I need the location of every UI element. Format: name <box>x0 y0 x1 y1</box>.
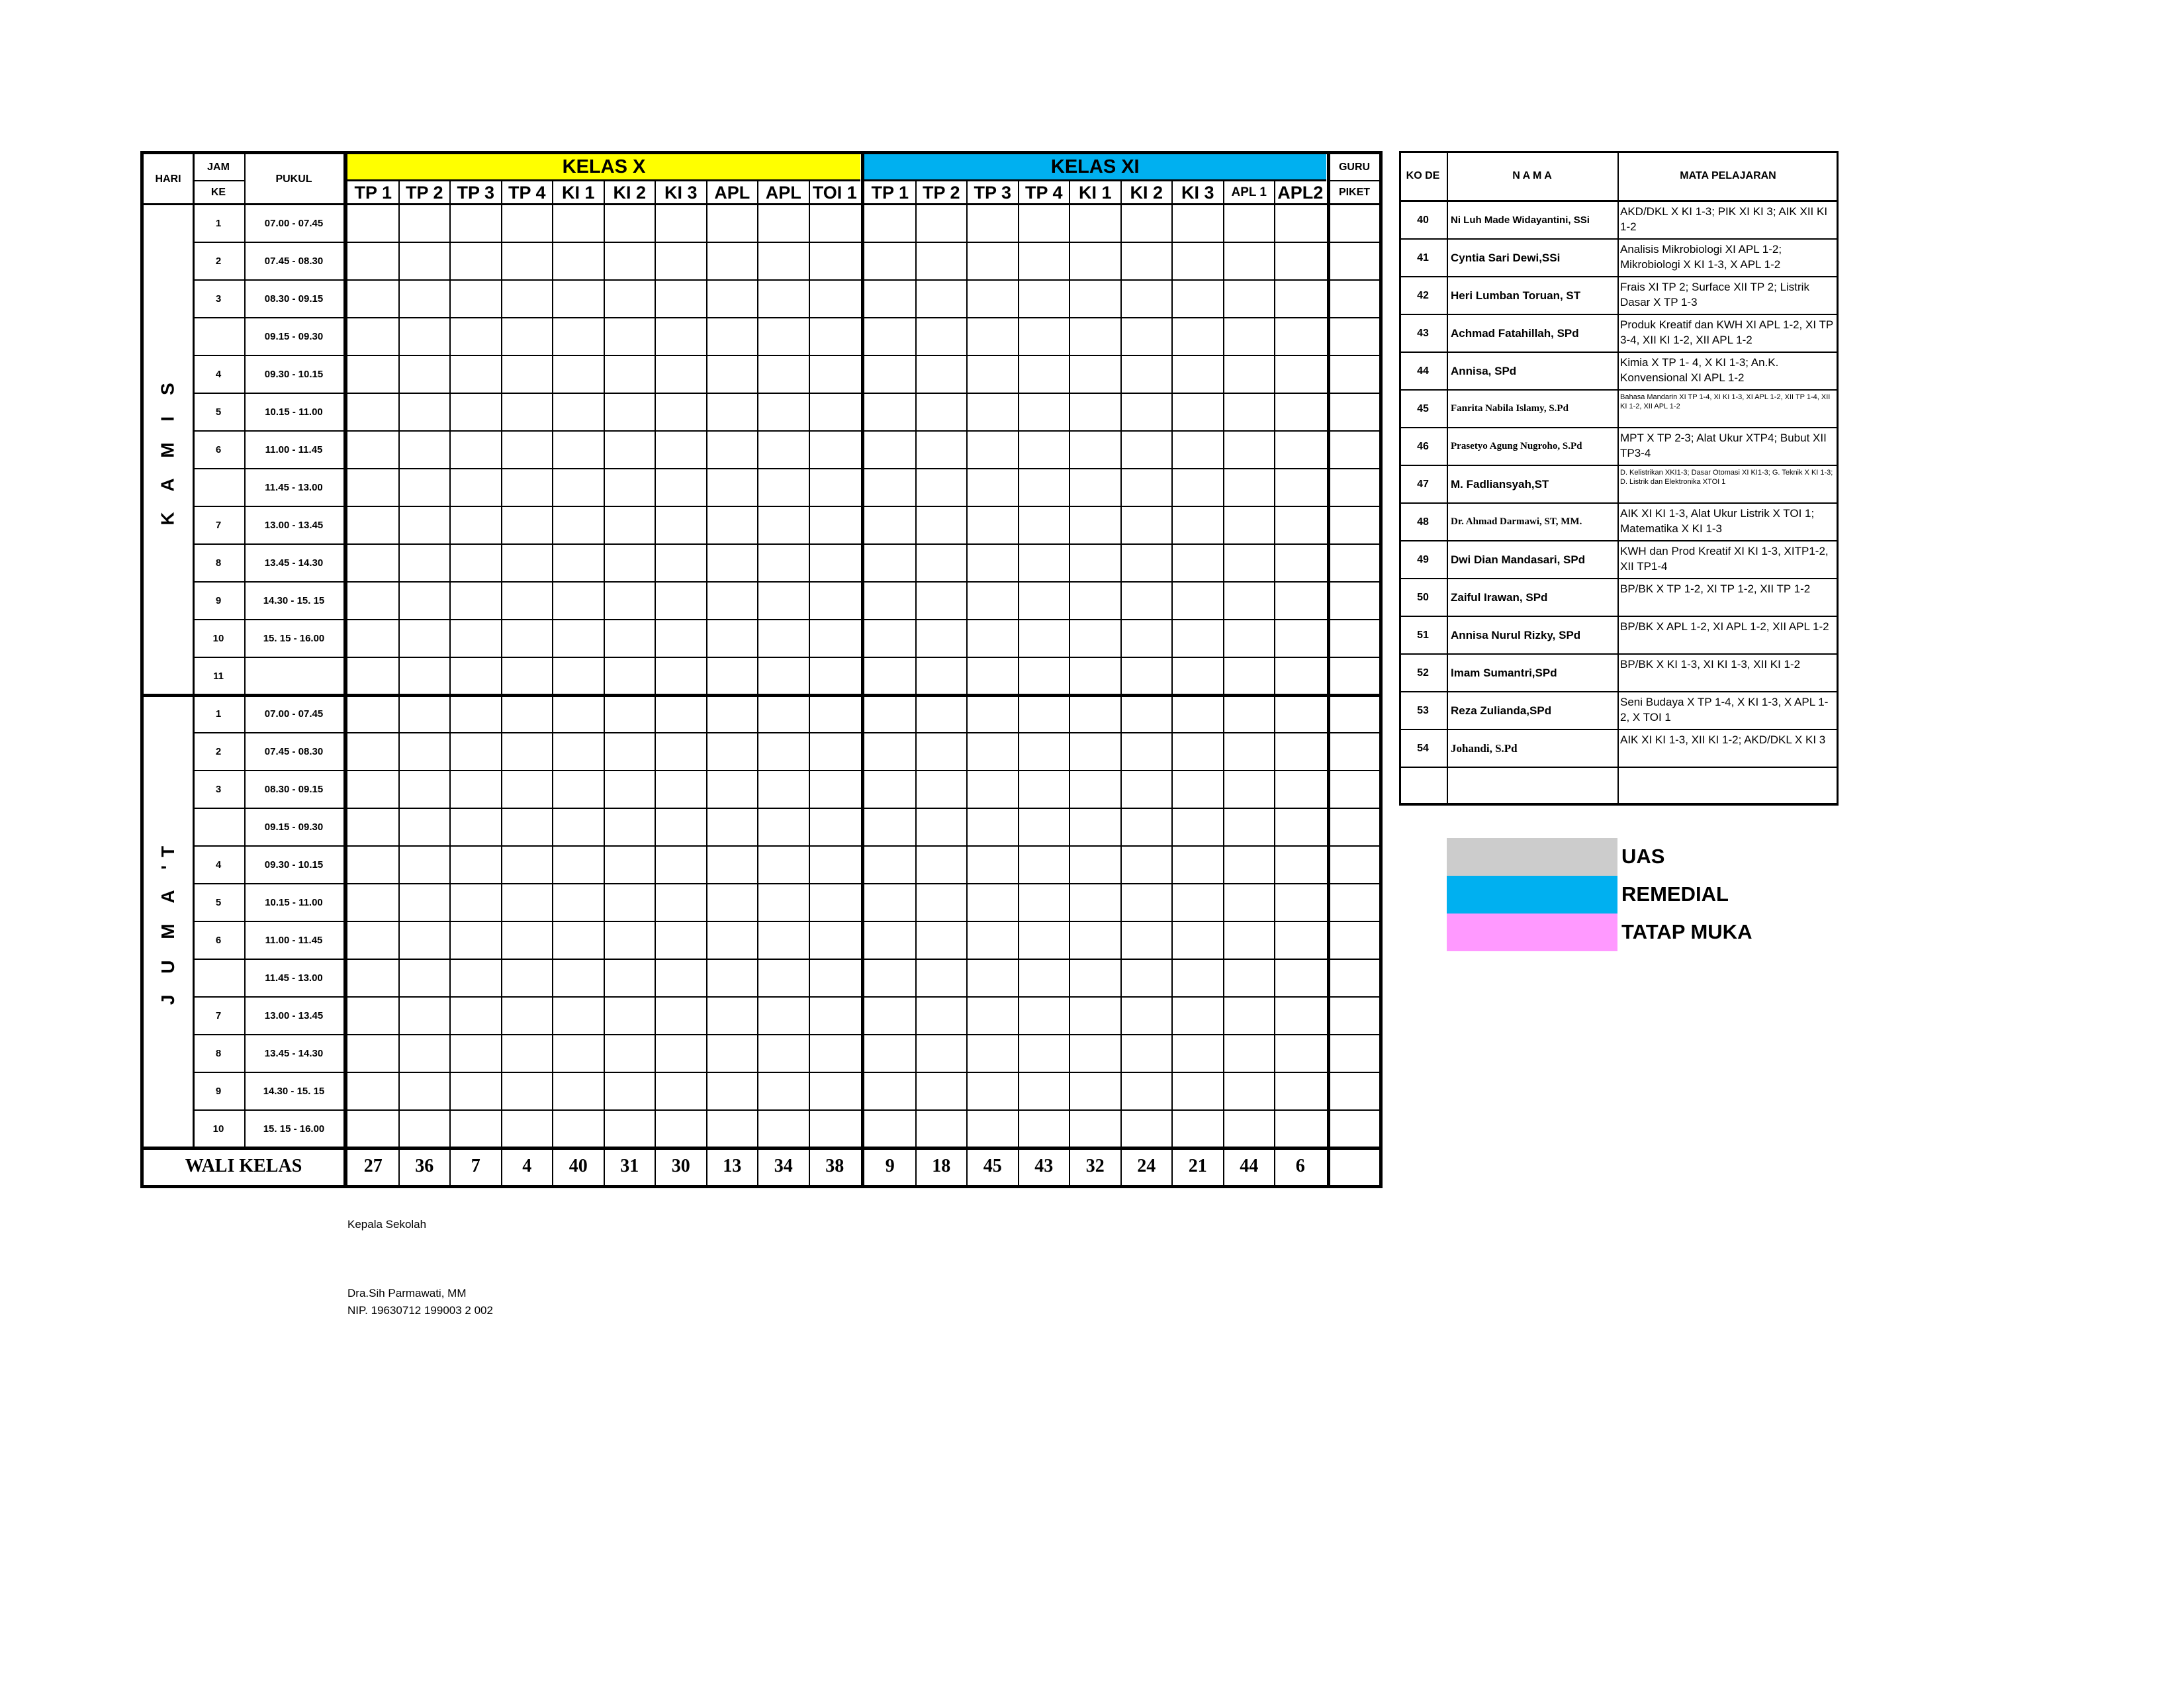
grid-line <box>1018 181 1019 1185</box>
grid-line <box>193 1072 1379 1073</box>
class-header: APL2 <box>1277 182 1324 203</box>
class-header: TP 1 <box>871 182 909 203</box>
pukul: 07.00 - 07.45 <box>264 218 324 229</box>
signature-nip: NIP. 19630712 199003 2 002 <box>347 1304 493 1317</box>
jam-ke: 7 <box>215 520 222 531</box>
grid-line <box>1330 180 1379 181</box>
class-header: KI 1 <box>1078 182 1112 203</box>
wali-kelas-value: 30 <box>671 1156 690 1176</box>
teacher-code: 43 <box>1417 327 1429 339</box>
jam-ke: 3 <box>215 293 222 305</box>
grid-line <box>193 393 1379 394</box>
day-name: K A M I S <box>158 374 179 526</box>
pukul: 08.30 - 09.15 <box>264 784 324 795</box>
teacher-code: 48 <box>1417 516 1429 528</box>
header-piket: PIKET <box>1338 187 1371 198</box>
teacher-code: 51 <box>1417 629 1429 641</box>
jam-ke: 3 <box>215 784 222 795</box>
teacher-subject: Bahasa Mandarin XI TP 1-4, XI KI 1-3, XI APL 1-2, XII TP 1-4, XII KI 1-2, XII APL 1-2 <box>1620 393 1831 410</box>
grid-line <box>193 317 1379 318</box>
header-pukul: PUKUL <box>275 173 312 185</box>
teacher-name: Annisa Nurul Rizky, SPd <box>1451 629 1581 641</box>
jam-ke: 2 <box>215 746 222 757</box>
grid-line <box>193 770 1379 771</box>
grid-line <box>193 468 1379 469</box>
teacher-subject: BP/BK X KI 1-3, XI KI 1-3, XII KI 1-2 <box>1620 658 1801 671</box>
grid-line <box>193 279 1379 281</box>
pukul: 13.45 - 14.30 <box>264 557 324 569</box>
grid-line <box>1399 804 1839 806</box>
jam-ke: 2 <box>215 256 222 267</box>
wali-kelas-value: 4 <box>522 1156 532 1176</box>
jam-ke: 7 <box>215 1010 222 1021</box>
wali-kelas-value: 7 <box>471 1156 480 1176</box>
class-header: APL <box>765 182 801 203</box>
wali-kelas-value: 21 <box>1188 1156 1207 1176</box>
grid-line <box>193 355 1379 356</box>
grid-line <box>398 181 400 1185</box>
kelas-x-header: KELAS X <box>347 154 860 179</box>
grid-line <box>1617 151 1619 805</box>
wali-kelas-value: 43 <box>1034 1156 1054 1176</box>
grid-line <box>193 732 1379 733</box>
pukul: 13.00 - 13.45 <box>264 520 324 531</box>
pukul: 07.45 - 08.30 <box>264 746 324 757</box>
grid-line <box>193 921 1379 922</box>
wali-kelas-value: 38 <box>825 1156 844 1176</box>
grid-line <box>193 808 1379 809</box>
wali-kelas-value: 24 <box>1137 1156 1156 1176</box>
teacher-name: Johandi, S.Pd <box>1451 742 1518 755</box>
pukul: 10.15 - 11.00 <box>265 897 323 908</box>
class-header: KI 2 <box>613 182 647 203</box>
grid-line <box>809 181 810 1185</box>
teacher-code: 42 <box>1417 289 1429 301</box>
grid-line <box>193 242 1379 243</box>
pukul: 09.30 - 10.15 <box>264 859 324 870</box>
class-header: TP 4 <box>508 182 546 203</box>
wali-kelas-value: 32 <box>1085 1156 1105 1176</box>
grid-line <box>193 154 195 1148</box>
wali-kelas-value: 31 <box>620 1156 639 1176</box>
grid-line <box>1447 151 1448 805</box>
pukul: 08.30 - 09.15 <box>264 293 324 305</box>
pukul: 13.00 - 13.45 <box>264 1010 324 1021</box>
teacher-name: Cyntia Sari Dewi,SSi <box>1451 252 1561 264</box>
legend-label: REMEDIAL <box>1621 882 1729 906</box>
jam-ke: 11 <box>213 671 224 682</box>
wali-kelas-value: 18 <box>932 1156 951 1176</box>
jam-ke: 5 <box>215 897 222 908</box>
teacher-subject: MPT X TP 2-3; Alat Ukur XTP4; Bubut XII TP3-4 <box>1620 432 1827 459</box>
grid-line <box>193 430 1379 432</box>
teacher-subject: AIK XI KI 1-3, Alat Ukur Listrik X TOI 1; Matematika X KI 1-3 <box>1620 507 1815 535</box>
teacher-code <box>1399 767 1447 805</box>
grid-line <box>706 181 707 1185</box>
teacher-subject: BP/BK X APL 1-2, XI APL 1-2, XII APL 1-2 <box>1620 620 1829 633</box>
legend-label: UAS <box>1621 845 1665 868</box>
grid-line <box>193 1034 1379 1035</box>
header-mapel: MATA PELAJARAN <box>1680 170 1776 181</box>
wali-kelas-value: 36 <box>415 1156 434 1176</box>
teacher-code: 54 <box>1417 742 1429 754</box>
class-header: TP 3 <box>457 182 495 203</box>
schedule-table <box>140 151 1383 1188</box>
grid-line <box>193 996 1379 998</box>
day-name: J U M A 'T <box>158 837 179 1006</box>
grid-line <box>1327 154 1330 1185</box>
signature-title: Kepala Sekolah <box>347 1218 427 1231</box>
pukul: 11.00 - 11.45 <box>265 444 323 455</box>
teacher-code: 49 <box>1417 553 1429 565</box>
teacher-subject: BP/BK X TP 1-2, XI TP 1-2, XII TP 1-2 <box>1620 583 1811 595</box>
kelas-xi-header: KELAS XI <box>864 154 1326 179</box>
day-label <box>144 205 193 695</box>
grid-line <box>604 181 605 1185</box>
jam-ke: 10 <box>212 1123 224 1135</box>
grid-line <box>193 657 1379 658</box>
pukul: 07.00 - 07.45 <box>264 708 324 720</box>
teacher-name <box>1447 767 1617 805</box>
grid-line <box>655 181 656 1185</box>
pukul: 07.45 - 08.30 <box>264 256 324 267</box>
grid-line <box>861 154 864 1185</box>
teacher-subject: D. Kelistrikan XKI1-3; Dasar Otomasi XI KI1-3; G. Teknik X KI 1-3; D. Listrik dan Elektronika XTOI 1 <box>1620 469 1833 486</box>
grid-line <box>193 1109 1379 1111</box>
teacher-code: 44 <box>1417 365 1429 377</box>
class-header: KI 1 <box>561 182 595 203</box>
wali-kelas-value: 9 <box>885 1156 895 1176</box>
teacher-subject: AIK XI KI 1-3, XII KI 1-2; AKD/DKL X KI 3 <box>1620 733 1826 746</box>
jam-ke <box>193 959 244 997</box>
pukul: 11.45 - 13.00 <box>265 972 323 984</box>
pukul <box>244 657 343 695</box>
signature-name: Dra.Sih Parmawati, MM <box>347 1287 467 1299</box>
grid-line <box>144 203 1379 205</box>
grid-line <box>193 959 1379 960</box>
teacher-code: 46 <box>1417 440 1429 452</box>
grid-line <box>1171 181 1173 1185</box>
class-header: TP 3 <box>974 182 1012 203</box>
wali-kelas-value: 6 <box>1295 1156 1305 1176</box>
jam-ke: 8 <box>215 1048 222 1059</box>
pukul: 09.15 - 09.30 <box>264 331 324 342</box>
legend-swatch <box>1447 838 1617 876</box>
wali-kelas-value: 27 <box>363 1156 383 1176</box>
wali-kelas-value: 45 <box>983 1156 1002 1176</box>
teacher-name: Zaiful Irawan, SPd <box>1451 591 1548 604</box>
grid-line <box>966 181 968 1185</box>
class-header: KI 3 <box>1181 182 1214 203</box>
teacher-subject: Produk Kreatif dan KWH XI APL 1-2, XI TP 3-4, XII KI 1-2, XII APL 1-2 <box>1620 318 1833 346</box>
class-header: KI 2 <box>1130 182 1163 203</box>
grid-line <box>864 179 1326 181</box>
pukul: 14.30 - 15. 15 <box>263 595 325 606</box>
grid-line <box>193 581 1379 583</box>
teacher-subject: Frais XI TP 2; Surface XII TP 2; Listrik Dasar X TP 1-3 <box>1620 281 1809 308</box>
grid-line <box>193 619 1379 620</box>
grid-line <box>1120 181 1122 1185</box>
pukul: 10.15 - 11.00 <box>265 406 323 418</box>
class-header: APL <box>714 182 751 203</box>
jam-ke: 6 <box>215 935 222 946</box>
grid-line <box>193 506 1379 507</box>
wali-kelas-value: 40 <box>569 1156 588 1176</box>
class-header: TP 4 <box>1024 182 1063 203</box>
pukul: 09.15 - 09.30 <box>264 821 324 833</box>
jam-ke: 5 <box>215 406 222 418</box>
header-guru: GURU <box>1338 162 1371 173</box>
teacher-name: Achmad Fatahillah, SPd <box>1451 327 1579 340</box>
teacher-name: Prasetyo Agung Nugroho, S.Pd <box>1451 441 1582 451</box>
teacher-name: Ni Luh Made Widayantini, SSi <box>1451 214 1590 226</box>
grid-line <box>244 154 246 1148</box>
jam-ke: 6 <box>215 444 222 455</box>
header-kode: KO DE <box>1406 170 1440 181</box>
class-header: TOI 1 <box>812 182 857 203</box>
grid-line <box>193 883 1379 884</box>
jam-ke <box>193 318 244 355</box>
teacher-code: 45 <box>1417 402 1429 414</box>
teacher-subject <box>1617 767 1839 805</box>
wali-kelas-value: 13 <box>723 1156 742 1176</box>
legend-label: TATAP MUKA <box>1621 920 1752 943</box>
legend-swatch <box>1447 914 1617 951</box>
pukul: 09.30 - 10.15 <box>264 369 324 380</box>
header-ke: KE <box>210 187 226 198</box>
grid-line <box>193 180 244 181</box>
header-jam: JAM <box>207 162 230 173</box>
grid-line <box>1274 181 1275 1185</box>
pukul: 13.45 - 14.30 <box>264 1048 324 1059</box>
teacher-subject: AKD/DKL X KI 1-3; PIK XI KI 3; AIK XII KI 1-2 <box>1620 205 1828 233</box>
grid-line <box>552 181 553 1185</box>
teacher-table <box>1399 151 1839 805</box>
wali-kelas-label: WALI KELAS <box>185 1156 302 1176</box>
grid-line <box>193 543 1379 545</box>
teacher-subject: Analisis Mikrobiologi XI APL 1-2; Mikrobiologi X KI 1-3, X APL 1-2 <box>1620 243 1782 271</box>
grid-line <box>1069 181 1070 1185</box>
teacher-subject: KWH dan Prod Kreatif XI KI 1-3, XITP1-2, XII TP1-4 <box>1620 545 1829 573</box>
jam-ke: 9 <box>215 1086 222 1097</box>
wali-kelas-value: 34 <box>774 1156 793 1176</box>
jam-ke <box>193 469 244 506</box>
teacher-name: Dr. Ahmad Darmawi, ST, MM. <box>1451 516 1582 527</box>
grid-line <box>757 181 758 1185</box>
grid-line <box>1223 181 1224 1185</box>
grid-line <box>345 154 347 1185</box>
class-header: TP 2 <box>922 182 960 203</box>
jam-ke: 4 <box>215 859 222 870</box>
wali-kelas-value: 44 <box>1240 1156 1259 1176</box>
header-nama: N A M A <box>1512 170 1552 181</box>
jam-ke <box>193 808 244 846</box>
teacher-code: 47 <box>1417 478 1429 490</box>
teacher-subject: Kimia X TP 1- 4, X KI 1-3; An.K. Konvensional XI APL 1-2 <box>1620 356 1779 384</box>
teacher-code: 40 <box>1417 214 1429 226</box>
jam-ke: 1 <box>215 708 222 720</box>
grid-line <box>501 181 502 1185</box>
header-hari: HARI <box>155 173 181 185</box>
teacher-code: 41 <box>1417 252 1429 263</box>
teacher-subject: Seni Budaya X TP 1-4, X KI 1-3, X APL 1-2, X TOI 1 <box>1620 696 1829 724</box>
teacher-name: M. Fadliansyah,ST <box>1451 478 1549 491</box>
class-header: TP 1 <box>354 182 392 203</box>
teacher-code: 52 <box>1417 667 1429 679</box>
grid-line <box>193 845 1379 847</box>
class-header: KI 3 <box>664 182 698 203</box>
class-header: TP 2 <box>405 182 443 203</box>
teacher-name: Reza Zulianda,SPd <box>1451 704 1552 717</box>
pukul: 11.00 - 11.45 <box>265 935 323 946</box>
jam-ke: 1 <box>215 218 222 229</box>
teacher-name: Heri Lumban Toruan, ST <box>1451 289 1581 302</box>
grid-line <box>915 181 917 1185</box>
jam-ke: 10 <box>212 633 224 644</box>
pukul: 15. 15 - 16.00 <box>263 1123 325 1135</box>
class-header: APL 1 <box>1231 185 1267 199</box>
pukul: 15. 15 - 16.00 <box>263 633 325 644</box>
jam-ke: 4 <box>215 369 222 380</box>
teacher-name: Fanrita Nabila Islamy, S.Pd <box>1451 403 1569 414</box>
teacher-name: Imam Sumantri,SPd <box>1451 667 1557 679</box>
jam-ke: 8 <box>215 557 222 569</box>
grid-line <box>449 181 451 1185</box>
legend-swatch <box>1447 876 1617 914</box>
jam-ke: 9 <box>215 595 222 606</box>
pukul: 14.30 - 15. 15 <box>263 1086 325 1097</box>
teacher-name: Annisa, SPd <box>1451 365 1517 377</box>
pukul: 11.45 - 13.00 <box>265 482 323 493</box>
teacher-code: 53 <box>1417 704 1429 716</box>
teacher-code: 50 <box>1417 591 1429 603</box>
day-label <box>144 695 193 1148</box>
teacher-name: Dwi Dian Mandasari, SPd <box>1451 553 1586 566</box>
